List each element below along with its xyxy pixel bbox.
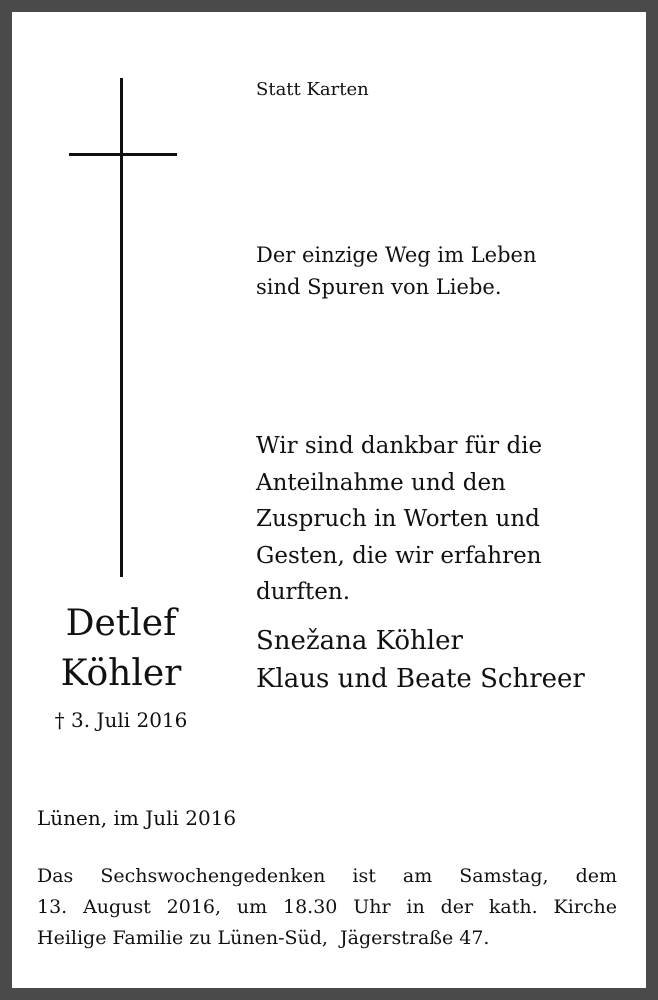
cross-horizontal-bar [69,153,177,156]
notice-line: Heilige Familie zu Lünen-Süd, Jägerstraße 47. [37,927,490,949]
verse-line: sind Spuren von Liebe. [256,275,502,299]
place-and-date: Lünen, im Juli 2016 [37,806,237,830]
signers [256,622,585,698]
verse-line: Der einzige Weg im Leben [256,243,537,267]
signer-name: Klaus und Beate Schreer [256,664,585,694]
obituary-card [12,12,646,988]
thanks-text [256,428,542,611]
thanks-line: Anteilnahme und den [256,469,506,496]
thanks-line: Gesten, die wir erfahren [256,542,542,569]
notice-line: 13. August 2016, um 18.30 Uhr in der kath. Kirche [37,896,617,918]
signer-name: Snežana Köhler [256,626,463,656]
verse-text [256,239,536,303]
thanks-line: Zuspruch in Worten und [256,506,540,532]
thanks-line: Wir sind dankbar für die [256,433,543,459]
deceased-first-name: Detlef [65,603,177,644]
thanks-line: durften. [256,579,351,605]
notice-line: Das Sechswochengedenken ist am Samstag, dem [37,865,617,887]
statt-karten-label: Statt Karten [256,79,369,100]
deceased-last-name: Köhler [60,653,182,694]
memorial-notice [37,861,617,954]
death-date: † 3. Juli 2016 [54,708,188,732]
